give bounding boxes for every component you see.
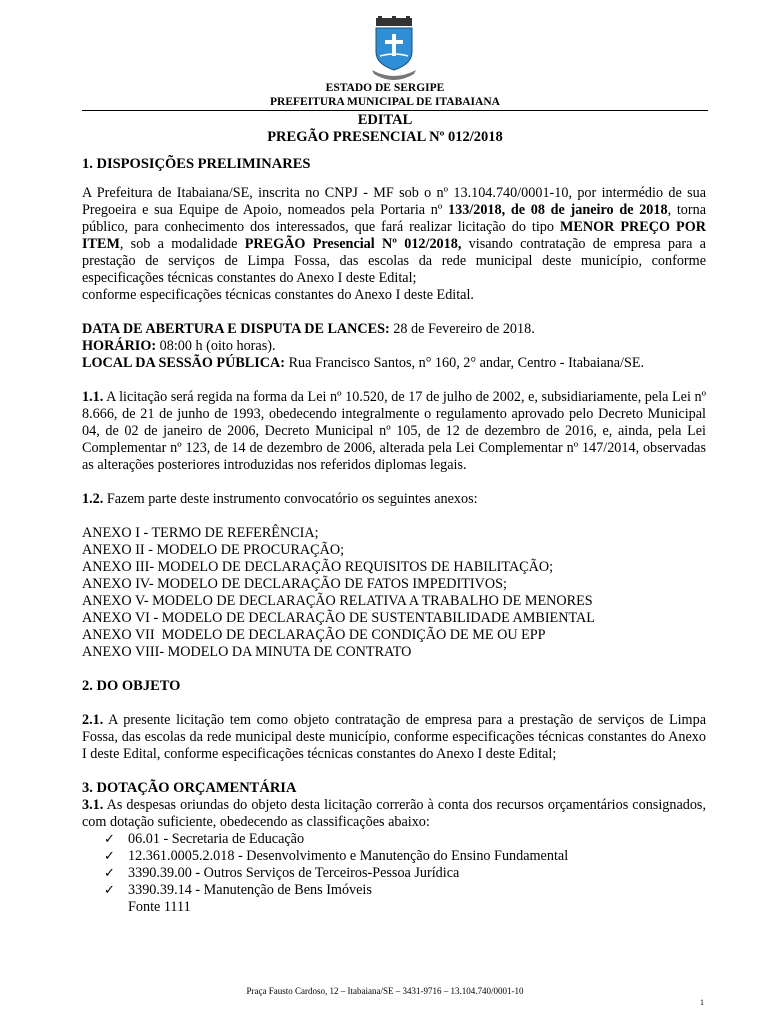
funding-source: Fonte 1111 (128, 899, 191, 915)
list-item-text: 3390.39.14 - Manutenção de Bens Imóveis (128, 882, 372, 898)
checkmark-icon: ✓ (104, 832, 115, 847)
list-item-text: 12.361.0005.2.018 - Desenvolvimento e Manutenção do Ensino Fundamental (128, 848, 569, 864)
date-value: 28 de Fevereiro de 2018. (389, 321, 535, 337)
annex-item: ANEXO V- MODELO DE DECLARAÇÃO RELATIVA A TRABALHO DE MENORES (82, 593, 593, 609)
footer-address: Praça Fausto Cardoso, 12 – Itabaiana/SE – 3431-9716 – 13.104.740/0001-10 (246, 986, 524, 996)
section-3-heading: 3. DOTAÇÃO ORÇAMENTÁRIA (82, 780, 297, 796)
annex-item: ANEXO IV- MODELO DE DECLARAÇÃO DE FATOS IMPEDITIVOS; (82, 576, 507, 592)
coat-of-arms-icon (370, 16, 418, 80)
pregao-title: PREGÃO PRESENCIAL Nº 012/2018 (267, 129, 503, 145)
section-1-paragraph-continued: conforme especificações técnicas constantes do Anexo I deste Edital. (82, 287, 474, 303)
annex-item: ANEXO II - MODELO DE PROCURAÇÃO; (82, 542, 345, 558)
checkmark-icon: ✓ (104, 883, 115, 898)
clause-text: As despesas oriundas do objeto desta licitação correrão à conta dos recursos orçamentários consignados, com dotação suficiente, obedecendo as classificações abaixo: (82, 797, 706, 830)
clause-number: 1.2. (82, 491, 104, 507)
session-location (82, 355, 706, 372)
annex-item: ANEXO VI - MODELO DE DECLARAÇÃO DE SUSTENTABILIDADE AMBIENTAL (82, 610, 595, 626)
date-label: DATA DE ABERTURA E DISPUTA DE LANCES: (82, 321, 390, 337)
opening-date (82, 321, 706, 338)
annex-list (82, 525, 706, 661)
annex-item: ANEXO VIII- MODELO DA MINUTA DE CONTRATO (82, 644, 412, 660)
list-item (82, 865, 706, 882)
section-2-heading: 2. DO OBJETO (82, 678, 181, 694)
text: , sob a modalidade (119, 236, 245, 252)
text: A Prefeitura de Itabaiana/SE, inscrita no CNPJ - MF sob o nº 13.104.740/0001-10, por intermédio de sua Pregoeira e sua Equipe de Apoio, nomeados pela Portaria nº (82, 185, 706, 218)
time-label: HORÁRIO: (82, 338, 157, 354)
checkmark-icon: ✓ (104, 849, 115, 864)
state-title: ESTADO DE SERGIPE (325, 82, 445, 94)
list-item-text: 06.01 - Secretaria de Educação (128, 831, 305, 847)
annex-item: ANEXO I - TERMO DE REFERÊNCIA; (82, 525, 319, 541)
opening-time (82, 338, 706, 355)
list-item (82, 848, 706, 865)
section-1-heading: 1. DISPOSIÇÕES PRELIMINARES (82, 156, 311, 172)
document-body (82, 156, 706, 916)
clause-1-1 (82, 389, 706, 474)
portaria-ref: 133/2018, de 08 de janeiro de 2018 (448, 202, 668, 218)
modalidade: PREGÃO Presencial Nº 012/2018, (244, 236, 462, 252)
annex-item: ANEXO VII MODELO DE DECLARAÇÃO DE CONDIÇÃO DE ME OU EPP (82, 627, 546, 643)
edital-title: EDITAL (357, 112, 413, 128)
tipo-licitacao: MENOR PREÇO POR ITEM (82, 219, 706, 252)
clause-text: Fazem parte deste instrumento convocatório os seguintes anexos: (103, 491, 478, 507)
annex-item: ANEXO III- MODELO DE DECLARAÇÃO REQUISITOS DE HABILITAÇÃO; (82, 559, 554, 575)
prefeitura-title: PREFEITURA MUNICIPAL DE ITABAIANA (270, 96, 500, 108)
list-item-text: 3390.39.00 - Outros Serviços de Terceiros-Pessoa Jurídica (128, 865, 460, 881)
section-1-paragraph (82, 185, 706, 287)
location-label: LOCAL DA SESSÃO PÚBLICA: (82, 355, 286, 371)
list-item (82, 831, 706, 848)
checkmark-icon: ✓ (104, 866, 115, 881)
clause-number: 1.1. (82, 389, 104, 405)
time-value: 08:00 h (oito horas). (156, 338, 276, 354)
clause-number: 2.1. (82, 712, 104, 728)
list-item (82, 882, 706, 899)
clause-text: A presente licitação tem como objeto contratação de empresa para a prestação de serviços de Limpa Fossa, das escolas da rede municipal deste município, conforme especificações técnicas constantes do Anexo I deste Edital, conforme especificações técnicas constantes do Anexo I deste Edital; (82, 712, 706, 762)
clause-text: A licitação será regida na forma da Lei nº 10.520, de 17 de julho de 2002, e, subsidiariamente, pela Lei nº 8.666, de 21 de junho de 1993, obedecendo integralmente o regulamento aprovado pelo Decreto Municipal 04, de 02 de janeiro de 2006, Decreto Municipal nº 105, de 12 de dezembro de 2016, e, ainda, pela Lei Complementar nº 123, de 14 de dezembro de 2006, alterada pela Lei Complementar nº 147/2014, observadas as alterações posteriores introduzidas nos referidos diplomas legais. (82, 389, 706, 473)
page-number: 1 (700, 998, 704, 1007)
text: , torna público, para conhecimento dos interessados, que fará realizar licitação do tipo (82, 202, 706, 235)
clause-3-1 (82, 797, 706, 831)
header-divider (82, 110, 708, 111)
clause-number: 3.1. (82, 797, 104, 813)
text: visando contratação de empresa para a prestação de serviços de Limpa Fossa, das escolas da rede municipal deste município, conforme especificações técnicas constantes do Anexo I deste Edital; (82, 236, 706, 286)
budget-classification-list (82, 831, 706, 899)
clause-1-2 (82, 491, 706, 508)
clause-2-1 (82, 712, 706, 763)
location-value: Rua Francisco Santos, n° 160, 2° andar, Centro - Itabaiana/SE. (285, 355, 645, 371)
